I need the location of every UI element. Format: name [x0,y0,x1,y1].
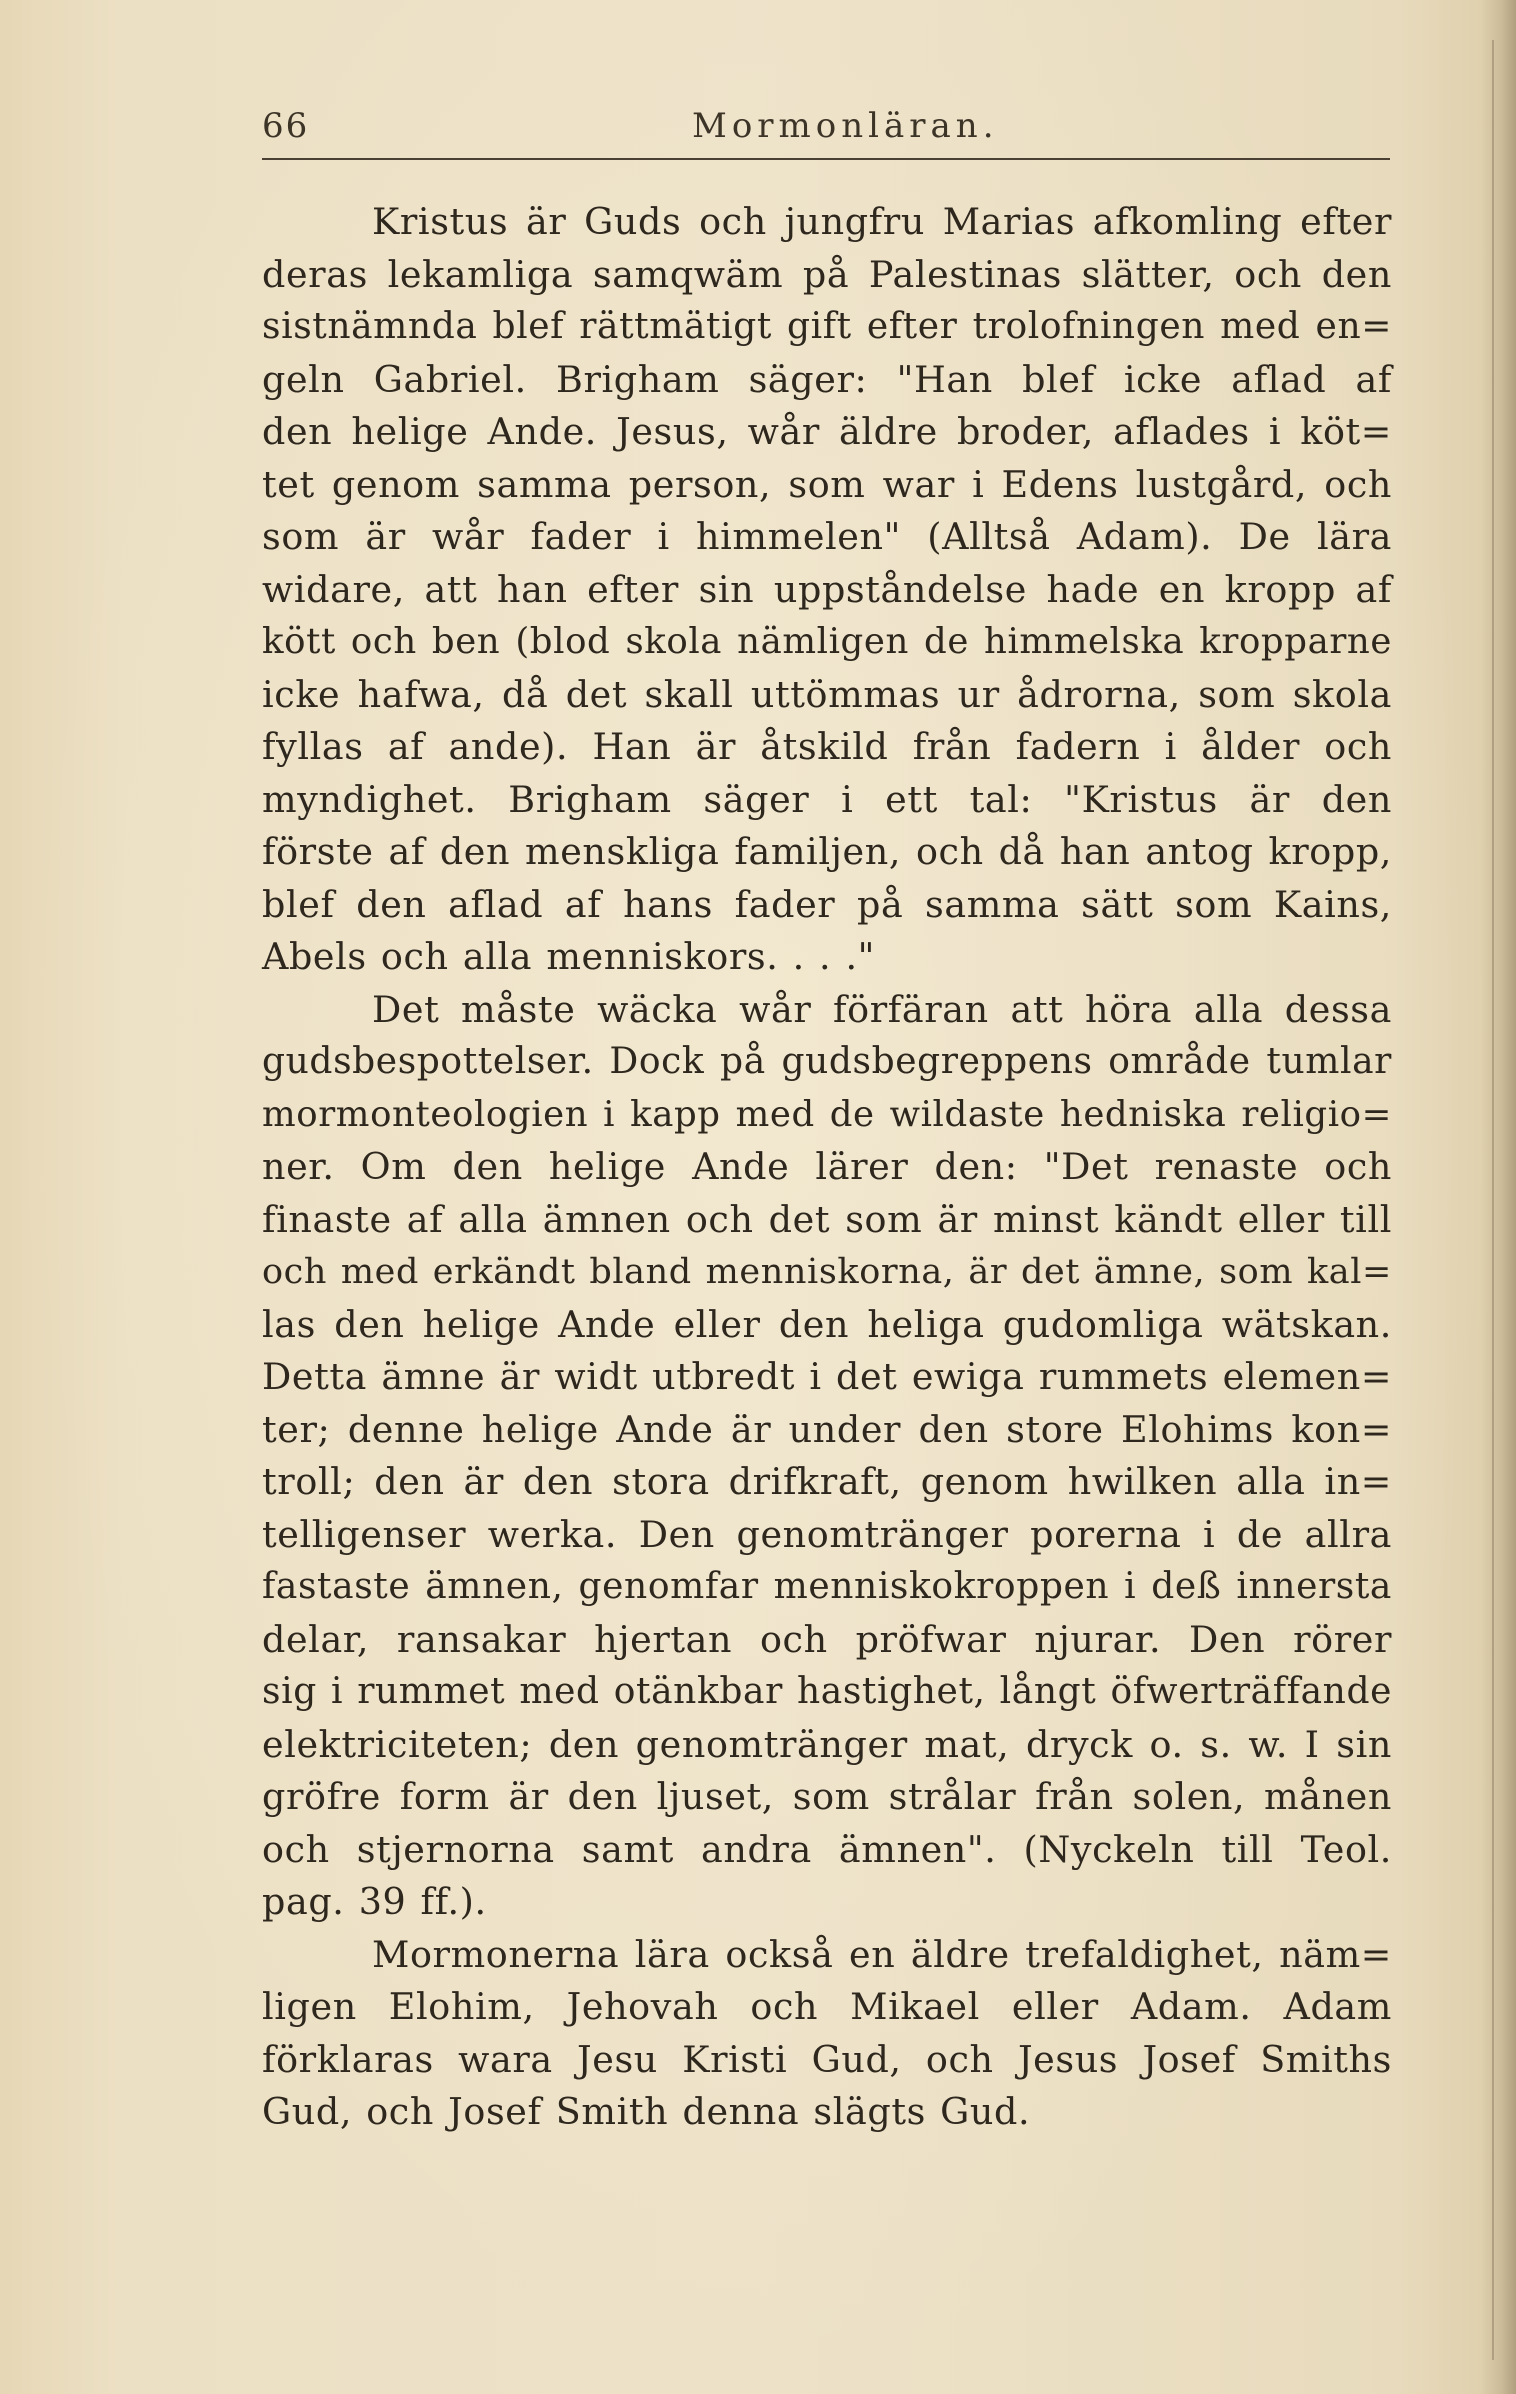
text-line: las den helige Ande eller den heliga gudomliga wätskan. [262,1302,1392,1346]
text-line: elektriciteten; den genomtränger mat, dryck o. s. w. I sin [262,1722,1392,1766]
text-line: telligenser werka. Den genomtränger porerna i de allra [262,1512,1392,1556]
running-title: Mormonläran. [692,106,999,146]
text-line: ner. Om den helige Ande lärer den: "Det renaste och [262,1145,1392,1188]
text-line: fastaste ämnen, genomfar menniskokroppen i deß innersta [262,1566,1392,1607]
text-line: icke hafwa, då det skall uttömmas ur ådrorna, som skola [262,672,1392,716]
page-number: 66 [262,106,310,146]
text-line: gudsbespottelser. Dock på gudsbegreppens område tumlar [262,1041,1392,1082]
text-line: ligen Elohim, Jehovah och Mikael eller Adam. Adam [262,1985,1392,2028]
text-line: widare, att han efter sin uppståndelse hade en kropp af [262,567,1392,611]
text-line: Detta ämne är widt utbredt i det ewiga rummets elemen= [262,1355,1392,1398]
text-line: Det måste wäcka wår förfäran att höra alla dessa [372,987,1392,1031]
text-line: ter; denne helige Ande är under den store Elohims kon= [262,1407,1392,1451]
page-spine-shadow [1480,0,1516,2394]
text-line: kött och ben (blod skola nämligen de himmelska kropparne [262,621,1392,662]
text-line: förste af den menskliga familjen, och då han antog kropp, [262,830,1392,873]
text-line: Abels och alla menniskors. . . ." [262,935,876,978]
text-line: sig i rummet med otänkbar hastighet, långt öfwerträffande [262,1671,1392,1712]
text-line: förklaras wara Jesu Kristi Gud, och Jesus Josef Smiths [262,2037,1392,2081]
text-line: som är wår fader i himmelen" (Alltså Adam). De lära [262,515,1392,558]
text-line: tet genom samma person, som war i Edens lustgård, och [262,462,1392,506]
text-line: finaste af alla ämnen och det som är minst kändt eller till [262,1197,1392,1241]
text-line: mormonteologien i kapp med de wildaste hedniska religio= [262,1093,1392,1135]
page-header [262,98,1392,158]
text-line: sistnämnda blef rättmätigt gift efter trolofningen med en= [262,306,1392,347]
text-line: den helige Ande. Jesus, wår äldre broder, aflades i köt= [262,410,1392,453]
text-line: myndighet. Brigham säger i ett tal: "Kristus är den [262,777,1392,821]
text-line: fyllas af ande). Han är åtskild från fadern i ålder och [262,725,1392,768]
text-line: delar, ransakar hjertan och pröfwar njurar. Den rörer [262,1617,1392,1661]
text-line: blef den aflad af hans fader på samma sätt som Kains, [262,882,1392,926]
page-edge-line [1492,40,1494,2360]
text-line: och med erkändt bland menniskorna, är det ämne, som kal= [262,1252,1392,1292]
text-line: pag. 39 ff.). [262,1880,487,1923]
text-line: Gud, och Josef Smith denna slägts Gud. [262,2090,1031,2133]
text-line: Mormonerna lära också en äldre trefaldighet, näm= [372,1932,1392,1976]
text-line: geln Gabriel. Brigham säger: "Han blef icke aflad af [262,357,1392,401]
text-line: Kristus är Guds och jungfru Marias afkomling efter [372,200,1392,243]
text-line: gröfre form är den ljuset, som strålar från solen, månen [262,1775,1392,1818]
text-line: deras lekamliga samqwäm på Palestinas slätter, och den [262,252,1392,296]
text-line: troll; den är den stora drifkraft, genom hwilken alla in= [262,1460,1392,1503]
body-text [262,196,1392,2139]
text-line: och stjernorna samt andra ämnen". (Nyckeln till Teol. [262,1827,1392,1871]
header-rule [262,158,1390,160]
